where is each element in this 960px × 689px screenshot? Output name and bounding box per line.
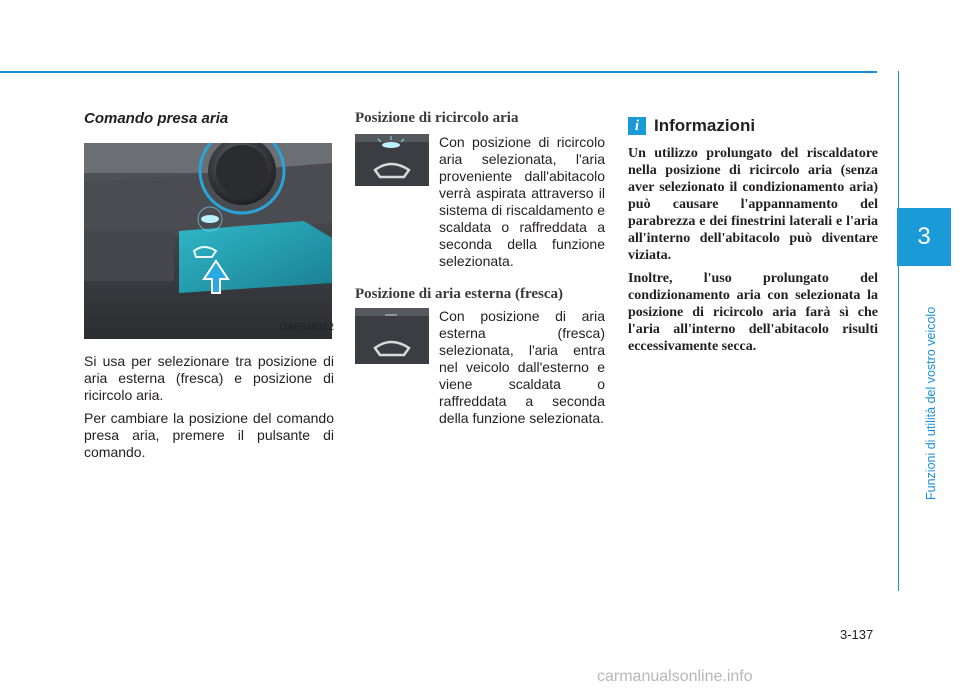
air-intake-figure xyxy=(84,143,332,339)
control-panel-illustration xyxy=(84,143,332,339)
chapter-title: Funzioni di utilità del vostro veicolo xyxy=(924,306,938,500)
recirc-button-image xyxy=(355,134,429,186)
paragraph: Si usa per selezionare tra posizione di aria esterna (fresca) e posizione di ricircolo aria. xyxy=(84,353,334,403)
paragraph: Per cambiare la posizione del comando presa aria, premere il pulsante di comando. xyxy=(84,410,334,460)
fresh-air-icon xyxy=(355,308,429,364)
watermark: carmanualsonline.info xyxy=(597,668,753,685)
info-header xyxy=(628,116,878,136)
figure-code: OAE046312 xyxy=(279,322,334,333)
recirc-description: Con posizione di ricircolo aria selezionata, l'aria proveniente dall'abitacolo verrà aspirata attraverso il sistema di riscaldamento e scaldata o raffreddata a seconda della funzione selezionata. xyxy=(439,134,605,269)
recirc-title: Posizione di ricircolo aria xyxy=(355,110,519,126)
info-title: Informazioni xyxy=(654,116,756,135)
fresh-description: Con posizione di aria esterna (fresca) selezionata, l'aria entra nel veicolo dall'esterno e viene scaldata o raffreddata a seconda della funzione selezionata. xyxy=(439,308,605,426)
chapter-tab xyxy=(897,208,951,266)
fresh-button-image xyxy=(355,308,429,364)
section-title: Comando presa aria xyxy=(84,110,229,127)
recirc-icon xyxy=(355,134,429,186)
side-rule xyxy=(898,71,899,591)
chapter-number: 3 xyxy=(917,223,931,250)
info-paragraph: Un utilizzo prolungato del riscaldatore nella posizione di ricircolo aria (senza aver selezionato il condizionamento aria) può causare l'appannamento del parabrezza e dei finestrini laterali e l'aria all'interno dell'abitacolo può diventare viziata. xyxy=(628,146,878,263)
middle-column xyxy=(355,110,605,127)
left-column xyxy=(84,110,334,467)
info-paragraph: Inoltre, l'uso prolungato del condizionamento aria con selezionata la posizione di ricircolo aria farà sì che l'aria all'interno dell'abitacolo risulti eccessivamente secca. xyxy=(628,271,878,354)
info-icon: i xyxy=(628,117,646,135)
fresh-title: Posizione di aria esterna (fresca) xyxy=(355,286,564,302)
top-rule xyxy=(0,71,877,73)
right-column xyxy=(628,116,878,355)
page-number: 3-137 xyxy=(840,627,874,642)
